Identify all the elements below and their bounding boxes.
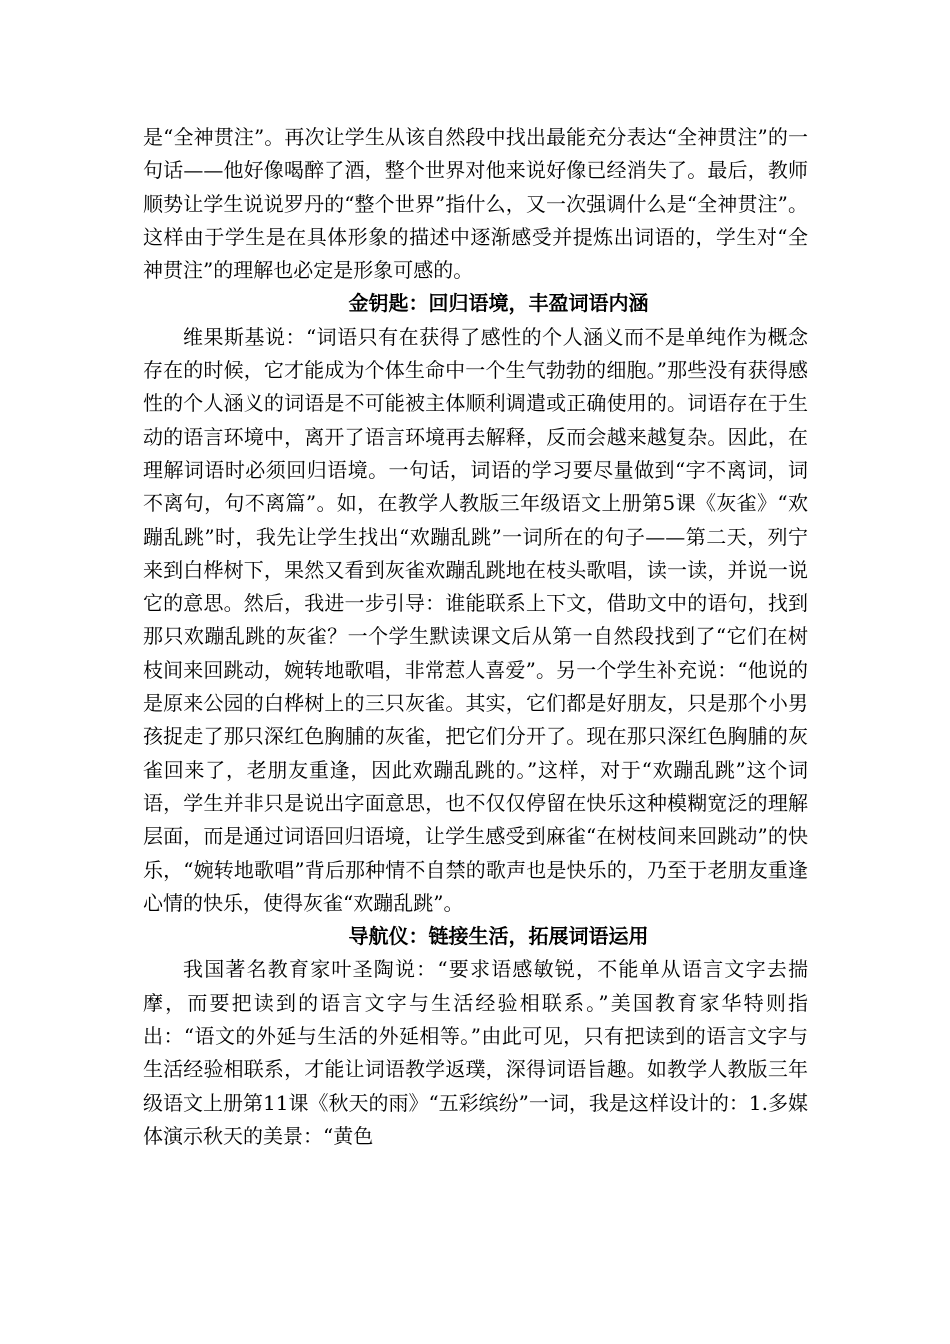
paragraph-ye-shengtao: 我国著名教育家叶圣陶说：“要求语感敏锐，不能单从语言文字去揣摩，而要把读到的语言文字与生活经验相联系。”美国教育家华特则指出：“语文的外延与生活的外延相等。”由此可见，只有把读到的语言文字与生活经验相联系，才能让词语教学返璞，深得词语旨趣。如教学人教版三年级语文上册第11课《秋天的雨》“五彩缤纷”一词，我是这样设计的：1.多媒体演示秋天的美景：“黄色	[143, 957, 808, 1148]
paragraph-continued: 是“全神贯注”。再次让学生从该自然段中找出最能充分表达“全神贯注”的一句话——他好像喝醉了酒，整个世界对他来说好像已经消失了。最后，教师顺势让学生说说罗丹的“整个世界”指什么，又一次强调什么是“全神贯注”。这样由于学生是在具体形象的描述中逐渐感受并提炼出词语的，学生对“全神贯注”的理解也必定是形象可感的。	[143, 125, 808, 283]
section-heading-golden-key: 金钥匙：回归语境，丰盈词语内涵	[348, 291, 649, 316]
section-heading-navigator: 导航仪：链接生活，拓展词语运用	[348, 924, 649, 949]
paragraph-vygotsky: 维果斯基说：“词语只有在获得了感性的个人涵义而不是单纯作为概念存在的时候，它才能成为个体生命中一个生气勃勃的细胞。”那些没有获得感性的个人涵义的词语是不可能被主体顺利调遣或正确使用的。词语存在于生动的语言环境中，离开了语言环境再去解释，反而会越来越复杂。因此，在理解词语时必须回归语境。一句话，词语的学习要尽量做到“字不离词，词不离句，句不离篇”。如，在教学人教版三年级语文上册第5课《灰雀》“欢蹦乱跳”时，我先让学生找出“欢蹦乱跳”一词所在的句子——第二天，列宁来到白桦树下，果然又看到灰雀欢蹦乱跳地在枝头歌唱，读一读，并说一说它的意思。然后，我进一步引导：谁能联系上下文，借助文中的语句，找到那只欢蹦乱跳的灰雀？一个学生默读课文后从第一自然段找到了“它们在树枝间来回跳动，婉转地歌唱，非常惹人喜爱”。另一个学生补充说：“他说的是原来公园的白桦树上的三只灰雀。其实，它们都是好朋友，只是那个小男孩捉走了那只深红色胸脯的灰雀，把它们分开了。现在那只深红色胸脯的灰雀回来了，老朋友重逢，因此欢蹦乱跳的。”这样，对于“欢蹦乱跳”这个词语，学生并非只是说出字面意思，也不仅仅停留在快乐这种模糊宽泛的理解层面，而是通过词语回归语境，让学生感受到麻雀“在树枝间来回跳动”的快乐，“婉转地歌唱”背后那种情不自禁的歌声也是快乐的，乃至于老朋友重逢心情的快乐，使得灰雀“欢蹦乱跳”。	[143, 324, 808, 915]
document-body	[143, 121, 808, 1153]
